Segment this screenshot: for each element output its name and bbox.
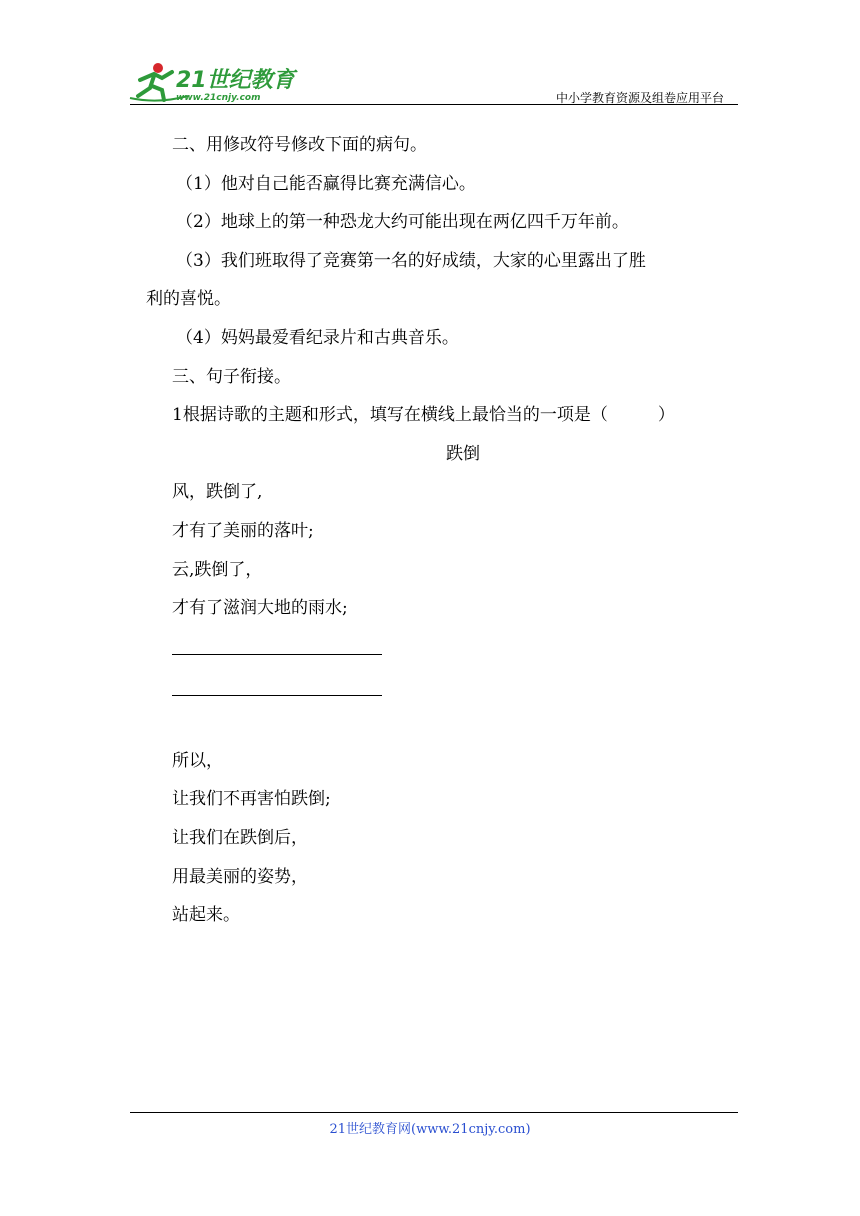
list-item-continuation: 利的喜悦。: [146, 289, 231, 310]
header-divider: [130, 104, 738, 105]
poem-line: 才有了美丽的落叶;: [172, 520, 314, 541]
site-slogan: 中小学教育资源及组卷应用平台: [555, 91, 724, 105]
answer-blank-line[interactable]: [172, 669, 382, 696]
answer-blank-line[interactable]: [172, 628, 382, 655]
poem-line: 用最美丽的姿势，: [172, 866, 308, 887]
poem-line: 所以，: [172, 750, 223, 771]
poem-line: 才有了滋润大地的雨水;: [172, 598, 348, 619]
poem-line: 让我们不再害怕跌倒;: [172, 789, 331, 810]
logo-url: www.21cnjy.com: [176, 93, 261, 103]
poem-line: 云,跌倒了，: [172, 559, 263, 580]
section-heading: 二、用修改符号修改下面的病句。: [172, 135, 427, 155]
poem-line: 风，跌倒了,: [172, 482, 263, 503]
question-stem: 1根据诗歌的主题和形式，填写在横线上最恰当的一项是（: [172, 405, 608, 426]
site-logo: [128, 60, 298, 104]
page-header: [128, 60, 740, 106]
list-item: （1）他对自己能否赢得比赛充满信心。: [176, 173, 476, 194]
poem-line: 让我们在跌倒后，: [172, 827, 308, 848]
footer-divider: [130, 1112, 738, 1113]
poem-line: 站起来。: [172, 905, 240, 926]
footer-link[interactable]: 21世纪教育网(www.21cnjy.com): [329, 1122, 531, 1137]
logo-title: 21世纪教育: [176, 68, 295, 93]
list-item: （3）我们班取得了竞赛第一名的好成绩，大家的心里露出了胜: [176, 250, 646, 271]
question-text: [172, 396, 734, 435]
list-item: （4）妈妈最爱看纪录片和古典音乐。: [176, 327, 459, 348]
question-close: ）: [657, 405, 675, 426]
poem-title: 跌倒: [446, 443, 480, 464]
list-item: （2）地球上的第一种恐龙大约可能出现在两亿四千万年前。: [176, 212, 629, 233]
section-heading: 三、句子衔接。: [172, 366, 291, 387]
document-body: [146, 126, 734, 935]
